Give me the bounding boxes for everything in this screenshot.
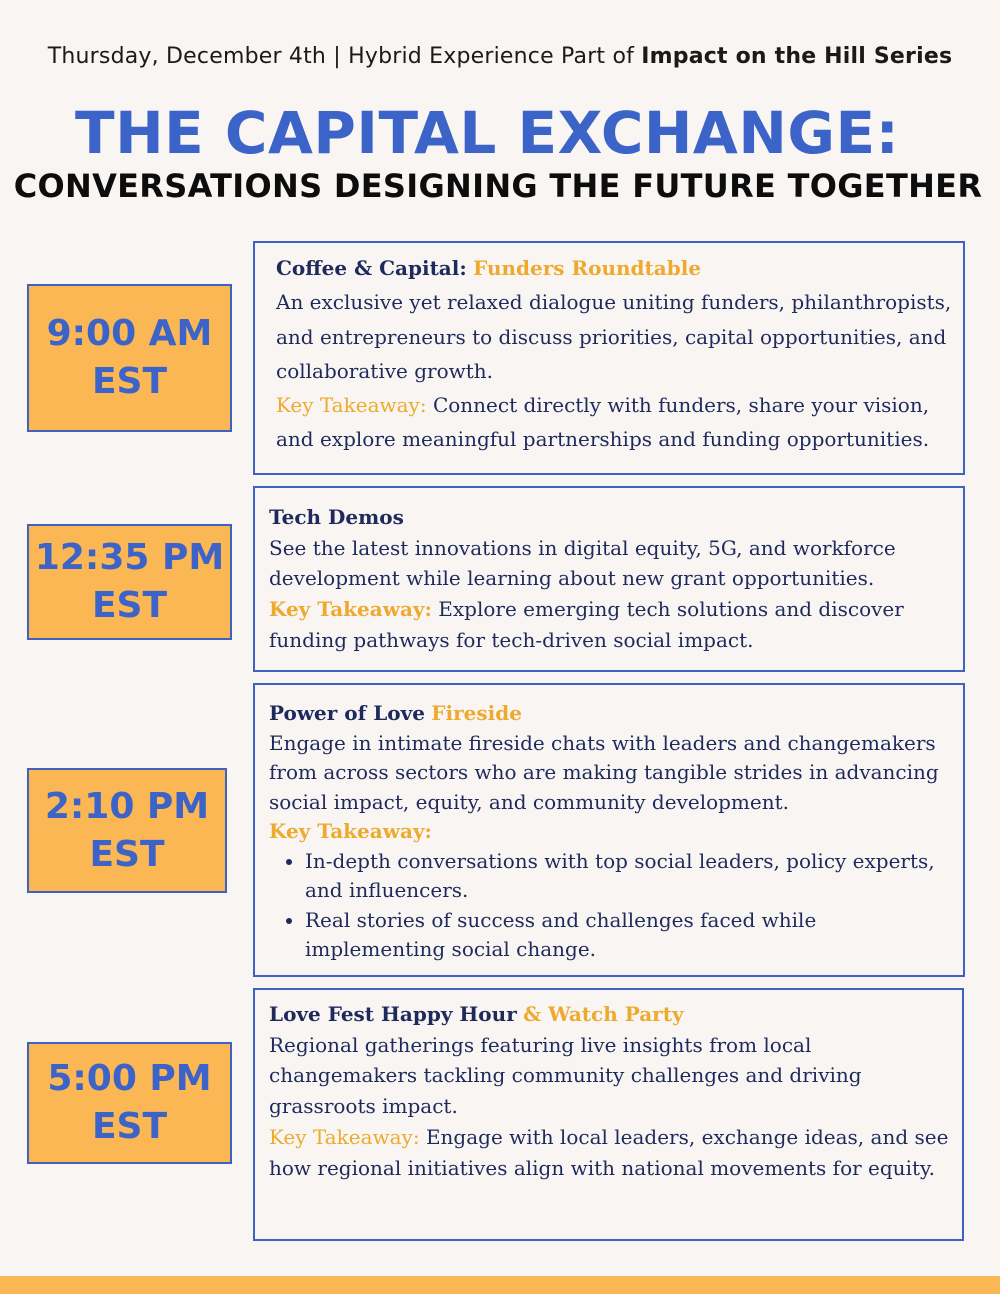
session-time-box [27,1042,232,1164]
session-time-box [27,768,227,893]
session-card [253,988,964,1241]
session-timezone: EST [89,833,165,875]
takeaway-bullet-list [269,847,959,965]
session-time-box [27,284,232,432]
session-card [253,486,965,672]
session-title-main: Power of Love [269,701,425,725]
page-title: THE CAPITAL EXCHANGE: [75,99,900,167]
page-tagline: CONVERSATIONS DESIGNING THE FUTURE TOGETHER [13,167,983,205]
takeaway-bullet: • In-depth conversations with top social leaders, policy experts, and influencers. [305,847,959,906]
session-description: See the latest innovations in digital equity, 5G, and workforce development while learning about new grant opportunities. [269,535,896,591]
event-date: Thursday, December 4th [47,44,327,69]
session-title-accent: Fireside [431,701,522,725]
session-description: An exclusive yet relaxed dialogue uniting funders, philanthropists, and entrepreneurs to discuss priorities, capital opportunities, and collaborative growth. [276,290,952,383]
series-prefix: Hybrid Experience Part of [348,44,635,69]
session-takeaway [269,1122,949,1183]
session-time: 12:35 PM [34,537,225,578]
session-takeaway [269,594,959,655]
takeaway-text: Connect directly with funders, share your vision, and explore meaningful partnerships and funding opportunities. [276,393,930,452]
subtitle-separator: | [333,44,341,69]
session-title: Tech Demos [269,505,404,529]
takeaway-bullet: • Real stories of success and challenges faced while implementing social change. [305,906,959,965]
session-title [276,251,956,285]
takeaway-label: Key Takeaway: [276,393,427,418]
session-card [253,683,965,977]
bottom-accent-bar [0,1276,1000,1294]
takeaway-label: Key Takeaway: [269,819,432,843]
session-description: Engage in intimate fireside chats with leaders and changemakers from across sectors who are making tangible strides in advancing social impact, equity, and community development. [269,730,939,814]
session-time: 5:00 PM [47,1058,212,1099]
session-takeaway [276,388,956,457]
session-timezone: EST [91,1106,168,1147]
session-time: 2:10 PM [44,785,210,827]
takeaway-text: Engage with local leaders, exchange ideas, and see how regional initiatives align with national movements for equity. [269,1124,949,1180]
session-card [253,241,965,475]
session-timezone: EST [91,361,168,402]
takeaway-text: Explore emerging tech solutions and discover funding pathways for tech-driven social impact. [269,597,904,652]
takeaway-label: Key Takeaway: [269,597,432,622]
session-title-accent: & Watch Party [523,1002,684,1026]
session-title-main: Coffee & Capital: [276,256,467,280]
session-title [269,699,959,729]
series-name: Impact on the Hill Series [641,44,953,69]
session-time-box [27,524,232,640]
session-title-accent: Funders Roundtable [473,256,702,280]
event-subtitle [0,44,1000,69]
session-title [269,999,949,1030]
takeaway-label: Key Takeaway: [269,1124,420,1149]
session-description: Regional gatherings featuring live insights from local changemakers tackling community challenges and driving grassroots impact. [269,1032,862,1119]
session-time: 9:00 AM [46,313,213,354]
session-timezone: EST [91,585,168,626]
session-title-main: Love Fest Happy Hour [269,1002,517,1026]
